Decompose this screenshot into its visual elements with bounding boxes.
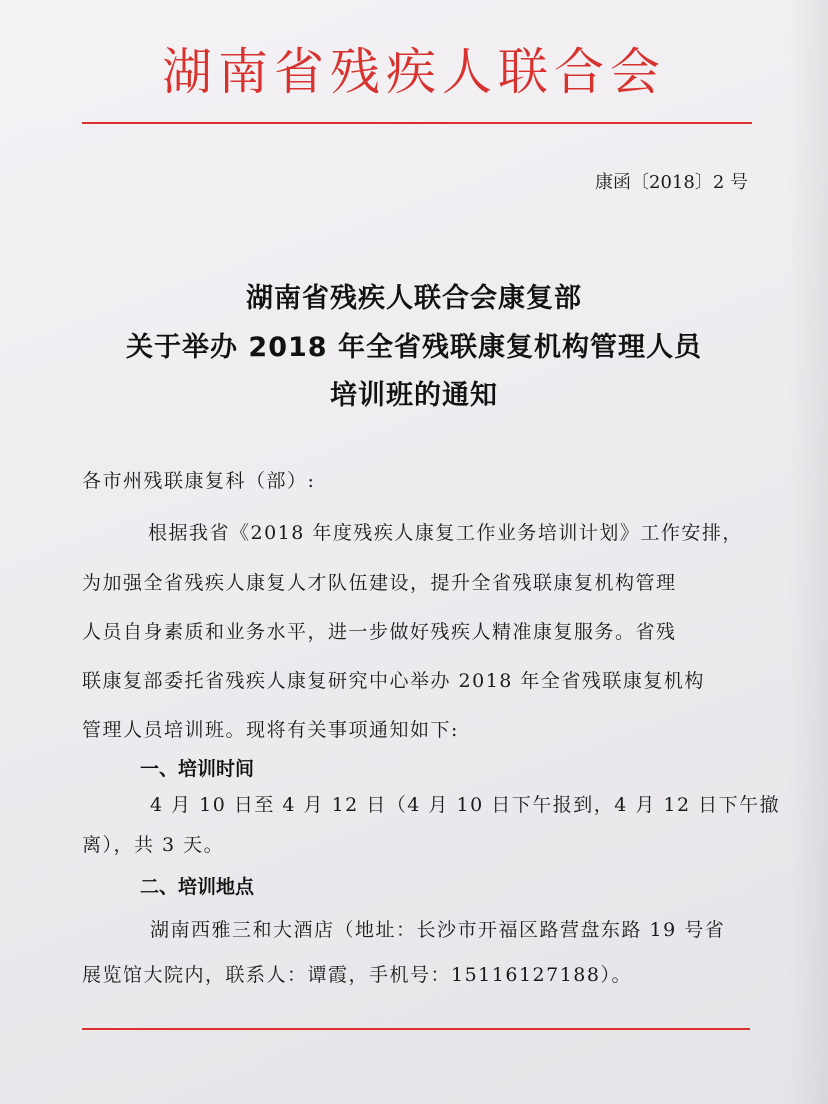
- salutation: 各市州残联康复科（部）:: [82, 470, 316, 492]
- notice-title-line-2: 关于举办 2018 年全省残联康复机构管理人员: [126, 332, 702, 363]
- body-line: 离），共 3 天。: [82, 834, 225, 856]
- body-line: 管理人员培训班。现将有关事项通知如下:: [82, 719, 459, 741]
- notice-title-line-1: 湖南省残疾人联合会康复部: [246, 283, 582, 314]
- body-line: 人员自身素质和业务水平，进一步做好残疾人精准康复服务。省残: [82, 621, 677, 643]
- body-line: 展览馆大院内，联系人：谭霞，手机号：15116127188）。: [82, 964, 632, 986]
- page-edge-shadow: [788, 0, 828, 1104]
- body-line: 为加强全省残疾人康复人才队伍建设，提升全省残联康复机构管理: [82, 572, 677, 594]
- letterhead-title: 湖南省残疾人联合会: [162, 43, 666, 101]
- body-line: 4 月 10 日至 4 月 12 日（4 月 10 日下午报到，4 月 12 日下午撤: [150, 794, 781, 816]
- letterhead-divider: [82, 122, 752, 124]
- section-heading-location: 二、培训地点: [140, 876, 255, 898]
- body-line: 湖南西雅三和大酒店（地址：长沙市开福区路营盘东路 19 号省: [150, 919, 726, 941]
- section-heading-time: 一、培训时间: [140, 758, 255, 780]
- body-line: 联康复部委托省残疾人康复研究中心举办 2018 年全省残联康复机构: [82, 670, 705, 692]
- body-line: 根据我省《2018 年度残疾人康复工作业务培训计划》工作安排，: [148, 522, 743, 544]
- document-number: 康函〔2018〕2 号: [595, 172, 748, 193]
- footer-divider: [82, 1028, 750, 1030]
- notice-title-line-3: 培训班的通知: [330, 380, 498, 411]
